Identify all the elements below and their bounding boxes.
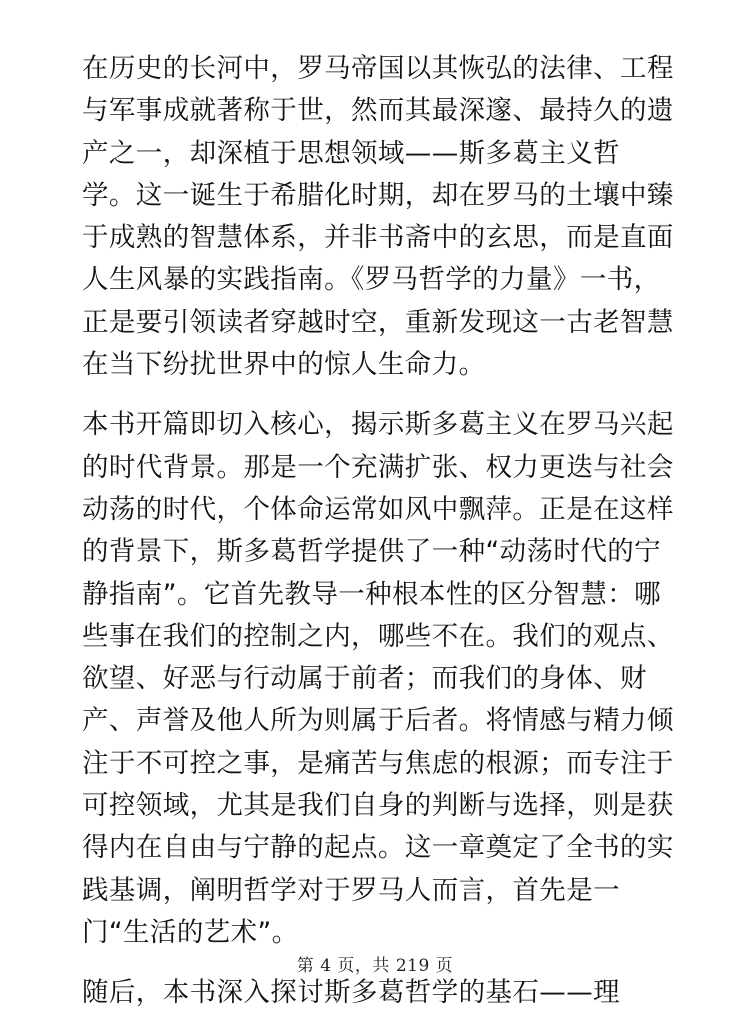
text-line: 些事在我们的控制之内，哪些不在。我们的观点、 xyxy=(82,620,674,652)
text-line: 得内在自由与宁静的起点。这一章奠定了全书的实 xyxy=(82,832,674,864)
text-line: 静指南”。它首先教导一种根本性的区分智慧：哪 xyxy=(82,578,662,610)
text-line: 于成熟的智慧体系，并非书斋中的玄思，而是直面 xyxy=(82,222,674,254)
text-line: 的时代背景。那是一个充满扩张、权力更迭与社会 xyxy=(82,451,674,483)
text-line: 践基调，阐明哲学对于罗马人而言，首先是一 xyxy=(82,874,620,906)
paragraph-2 xyxy=(82,404,682,954)
text-line: 本书开篇即切入核心，揭示斯多葛主义在罗马兴起 xyxy=(82,409,674,441)
text-line: 在历史的长河中，罗马帝国以其恢弘的法律、工程 xyxy=(82,53,674,84)
text-line: 正是要引领读者穿越时空，重新发现这一古老智慧 xyxy=(82,306,674,338)
text-line: 产、声誉及他人所为则属于后者。将情感与精力倾 xyxy=(82,705,674,737)
paragraph-1 xyxy=(82,48,682,386)
paragraph-3 xyxy=(82,972,682,1014)
text-line: 与军事成就著称于世，然而其最深邃、最持久的遗 xyxy=(82,95,674,127)
text-line: 在当下纷扰世界中的惊人生命力。 xyxy=(82,349,486,381)
text-line: 可控领域，尤其是我们自身的判断与选择，则是获 xyxy=(82,790,674,822)
text-line: 门“生活的艺术”。 xyxy=(82,916,299,948)
text-line: 注于不可控之事，是痛苦与焦虑的根源；而专注于 xyxy=(82,747,674,779)
text-line: 学。这一诞生于希腊化时期，却在罗马的土壤中臻 xyxy=(82,179,674,211)
text-line: 产之一，却深植于思想领域——斯多葛主义哲 xyxy=(82,137,620,169)
text-line: 人生风暴的实践指南。《罗马哲学的力量》一书， xyxy=(82,264,661,296)
text-line: 随后，本书深入探讨斯多葛哲学的基石——理 xyxy=(82,977,620,1009)
body-text xyxy=(82,48,682,1033)
text-line: 动荡的时代，个体命运常如风中飘萍。正是在这样 xyxy=(82,493,674,525)
text-line: 的背景下，斯多葛哲学提供了一种“动荡时代的宁 xyxy=(82,536,662,568)
page-number-footer: 第 4 页，共 219 页 xyxy=(296,956,454,976)
text-line: 欲望、好恶与行动属于前者；而我们的身体、财 xyxy=(82,663,647,695)
